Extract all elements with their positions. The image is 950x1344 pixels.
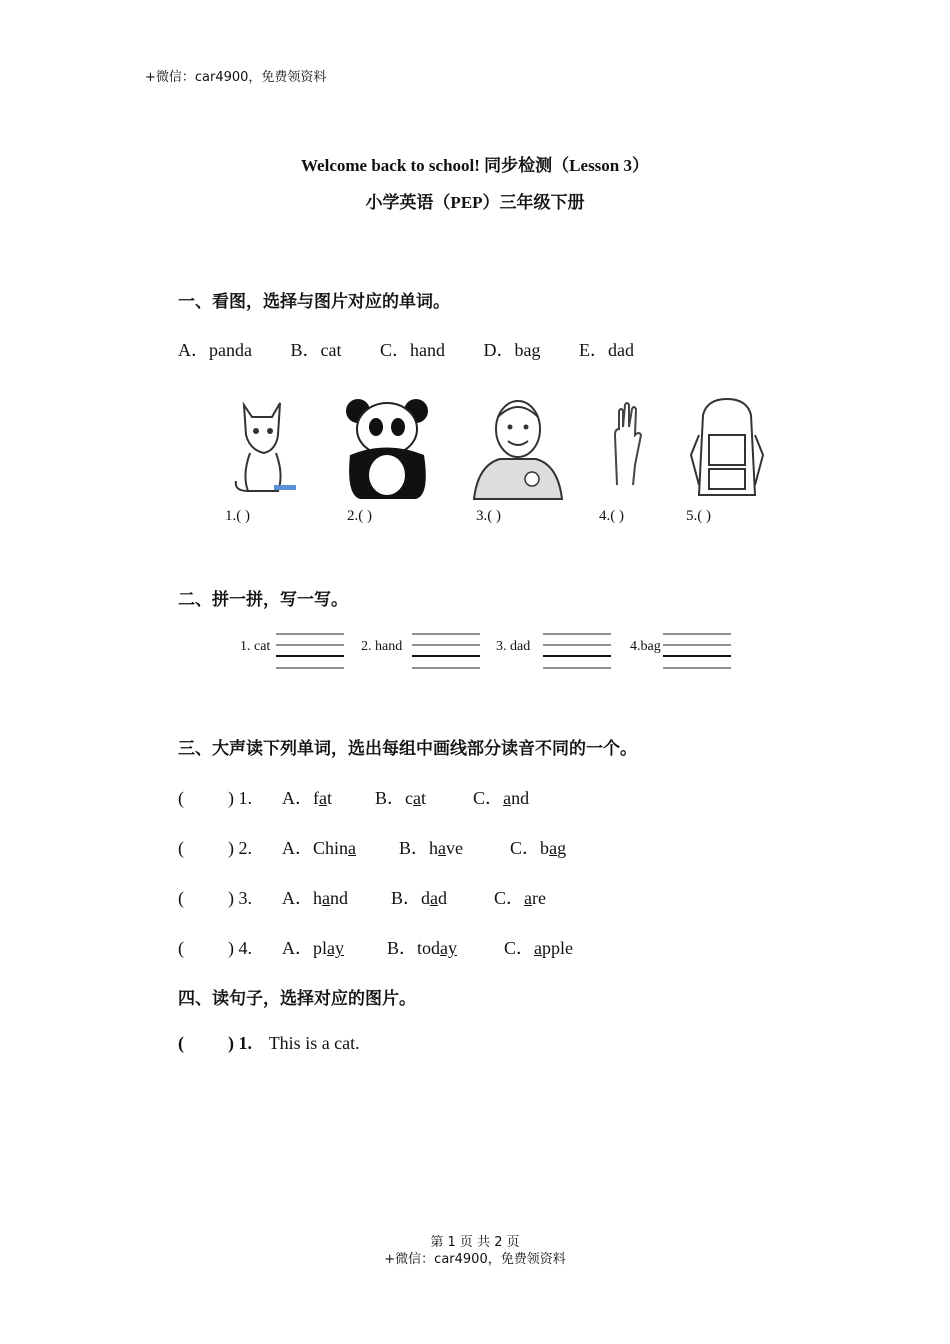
option-a: A．panda <box>178 340 252 360</box>
option-e: E．dad <box>578 340 634 360</box>
header-note: +微信：car4900，免费领资料 <box>145 70 327 85</box>
option-c: C．hand <box>379 340 445 360</box>
phonics-row-1: ( ) 1. A．fat B．cat C．and <box>178 788 530 808</box>
pic-number-3: 3.( ) <box>476 508 501 524</box>
option-d: D．bag <box>483 340 541 360</box>
cat-picture <box>230 395 300 503</box>
section1-heading: 一、看图，选择与图片对应的单词。 <box>178 292 450 311</box>
writing-lines-2 <box>412 632 480 672</box>
section3-heading: 三、大声读下列单词，选出每组中画线部分读音不同的一个。 <box>178 739 637 758</box>
page-subtitle: 小学英语（PEP）三年级下册 <box>365 193 585 212</box>
phonics-row-4: ( ) 4. A．play B．today C．apple <box>178 938 574 958</box>
section4-heading: 四、读句子，选择对应的图片。 <box>178 989 416 1008</box>
pic-number-2: 2.( ) <box>347 508 372 524</box>
writing-lines-1 <box>276 632 344 672</box>
footer-note: +微信：car4900，免费领资料 <box>384 1252 566 1267</box>
page-title: Welcome back to school! 同步检测（Lesson 3） <box>300 156 650 175</box>
section1-options <box>178 336 668 362</box>
panda-picture <box>340 395 435 503</box>
sentence-text: This is a cat. <box>268 1033 360 1053</box>
pic-number-1: 1.( ) <box>225 508 250 524</box>
pic-number-4: 4.( ) <box>599 508 624 524</box>
footer-page-number: 第 1 页 共 2 页 <box>430 1235 520 1250</box>
hand-picture <box>605 395 645 503</box>
bag-picture <box>685 395 770 503</box>
spell-word-2: 2. hand <box>361 639 403 654</box>
pic-number-5: 5.( ) <box>686 508 711 524</box>
phonics-row-2: ( ) 2. A．China B．have C．bag <box>178 838 567 858</box>
option-b: B．cat <box>290 340 342 360</box>
writing-lines-4 <box>663 632 731 672</box>
section2-heading: 二、拼一拼，写一写。 <box>178 590 348 609</box>
spell-word-4: 4.bag <box>630 639 661 654</box>
man-picture <box>470 395 565 503</box>
phonics-row-3: ( ) 3. A．hand B．dad C．are <box>178 888 547 908</box>
spell-word-3: 3. dad <box>496 639 531 654</box>
writing-lines-3 <box>543 632 611 672</box>
spell-word-1: 1. cat <box>240 639 271 654</box>
sentence-question-1: ( ) 1. This is a cat. <box>178 1033 360 1053</box>
